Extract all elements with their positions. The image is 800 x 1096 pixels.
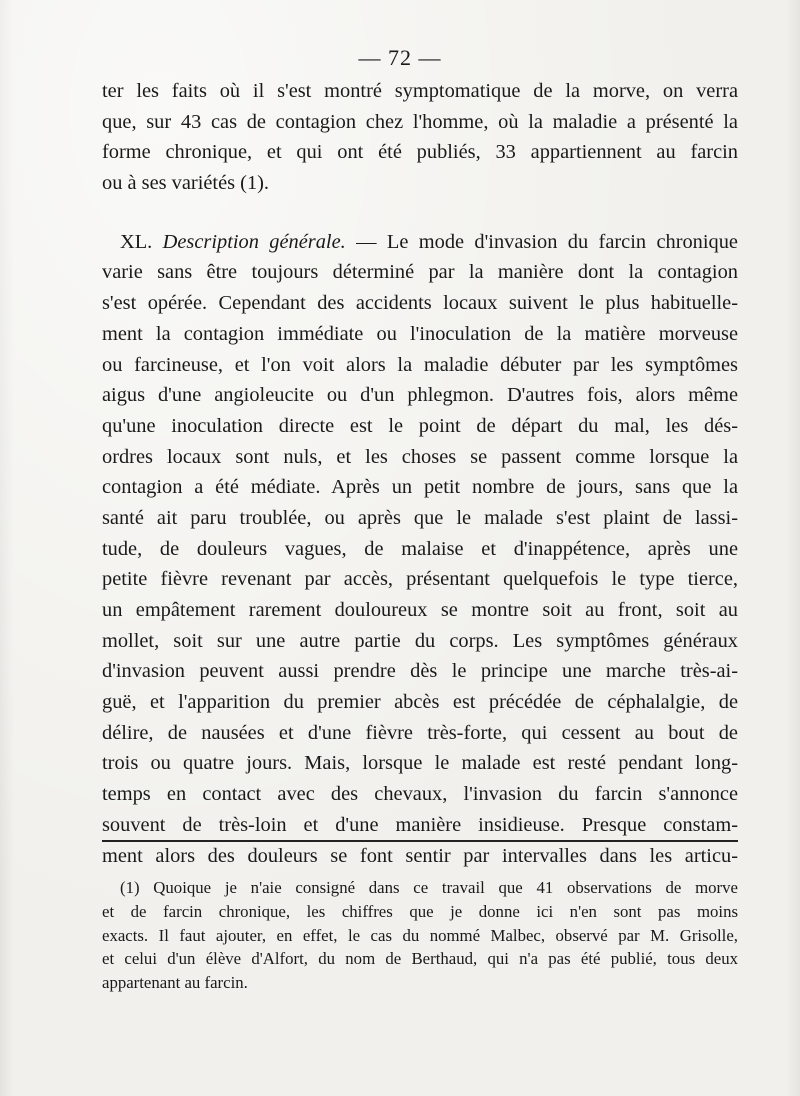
footnote-line: (1) Quoique je n'aie consigné dans ce travail que 41 observations de morve bbox=[120, 878, 738, 897]
text-line: délire, de nausées et d'une fièvre très-forte, qui cessent au bout de bbox=[102, 721, 738, 744]
text-line: temps en contact avec des chevaux, l'invasion du farcin s'annonce bbox=[102, 783, 738, 806]
text-line: ou farcineuse, et l'on voit alors la maladie débuter par les symptômes bbox=[102, 353, 738, 376]
text-line: contagion a été médiate. Après un petit nombre de jours, sans que la bbox=[102, 476, 738, 499]
text-line: souvent de très-loin et d'une manière insidieuse. Presque constam- bbox=[102, 813, 738, 836]
paragraph-gap bbox=[102, 199, 738, 227]
text-line: que, sur 43 cas de contagion chez l'homme, où la maladie a présenté la bbox=[102, 110, 738, 133]
section-number: XL. bbox=[120, 230, 153, 253]
text-line: ter les faits où il s'est montré symptomatique de la morve, on verra bbox=[102, 80, 738, 102]
footnote-line: et celui d'un élève d'Alfort, du nom de Berthaud, qui n'a pas été publié, tous deux bbox=[102, 949, 738, 969]
text-line: forme chronique, et qui ont été publiés, 33 appartiennent au farcin bbox=[102, 141, 738, 164]
text-line: trois ou quatre jours. Mais, lorsque le malade est resté pendant long- bbox=[102, 752, 738, 775]
text-line: s'est opérée. Cependant des accidents locaux suivent le plus habituelle- bbox=[102, 292, 738, 315]
text-line: petite fièvre revenant par accès, présentant quelquefois le type tierce, bbox=[102, 568, 738, 591]
footnote-divider bbox=[102, 840, 738, 842]
text-line: d'invasion peuvent aussi prendre dès le principe une marche très-ai- bbox=[102, 660, 738, 683]
text-line: ordres locaux sont nuls, et les choses se passent comme lorsque la bbox=[102, 445, 738, 468]
text-line: guë, et l'apparition du premier abcès est précédée de céphalalgie, de bbox=[102, 691, 738, 714]
body-text bbox=[102, 76, 738, 871]
page-number: — 72 — bbox=[358, 45, 442, 70]
text-line: mollet, soit sur une autre partie du corps. Les symptômes généraux bbox=[102, 629, 738, 652]
footnote-line: et de farcin chronique, les chiffres que je donne ici n'en sont pas moins bbox=[102, 901, 738, 921]
footnote-line: appartenant au farcin. bbox=[102, 973, 248, 993]
text-line: varie sans être toujours déterminé par la manière dont la contagion bbox=[102, 261, 738, 284]
text-line: ment alors des douleurs se font sentir par intervalles dans les articu- bbox=[102, 844, 738, 867]
section-title: Description générale. bbox=[162, 230, 346, 253]
text-line: ou à ses variétés (1). bbox=[102, 172, 270, 195]
footnotes bbox=[102, 876, 738, 995]
section-heading-line bbox=[102, 227, 738, 258]
text-line: santé ait paru troublée, ou après que le malade s'est plaint de lassi- bbox=[102, 506, 738, 529]
section-heading-rest: — Le mode d'invasion du farcin chronique bbox=[345, 230, 738, 253]
text-line: un empâtement rarement douloureux se montre soit au front, soit au bbox=[102, 599, 738, 621]
text-line: ment la contagion immédiate ou l'inoculation de la matière morveuse bbox=[102, 322, 738, 345]
footnote-line: exacts. Il faut ajouter, en effet, le cas du nommé Malbec, observé par M. Grisolle, bbox=[102, 925, 738, 945]
text-line: aigus d'une angioleucite ou d'un phlegmon. D'autres fois, alors même bbox=[102, 384, 738, 407]
text-line: tude, de douleurs vagues, de malaise et d'inappétence, après une bbox=[102, 537, 738, 560]
text-line: qu'une inoculation directe est le point de départ du mal, les dés- bbox=[102, 414, 738, 437]
